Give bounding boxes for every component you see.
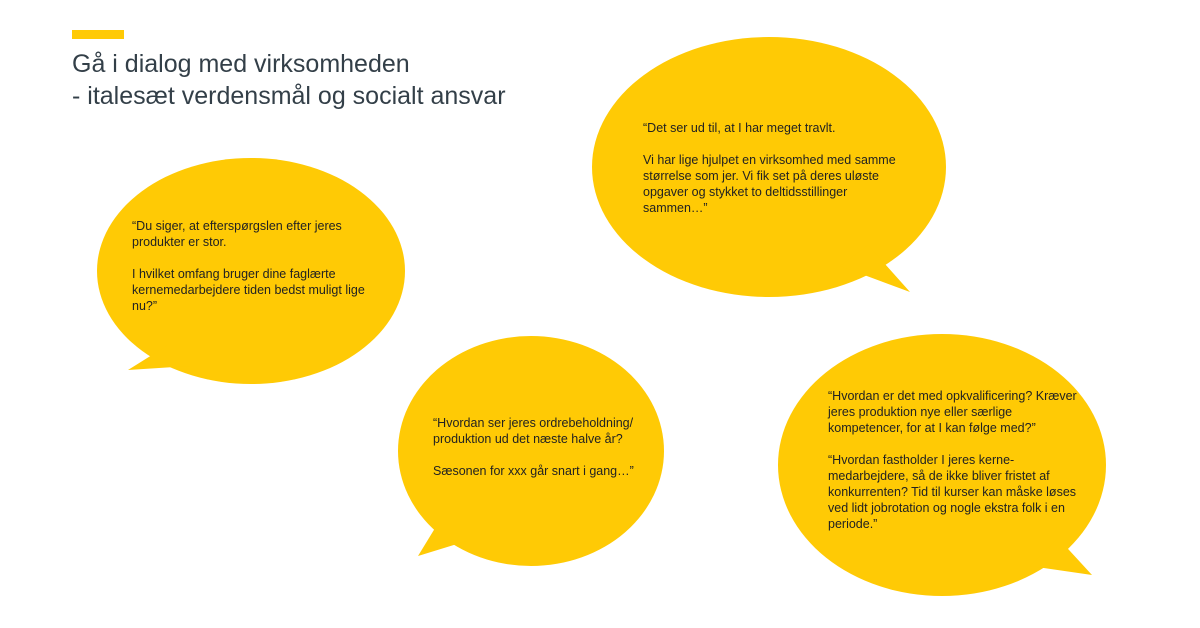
bubble-2-paragraph-2: Vi har lige hjulpet en virksomhed med samme størrelse som jer. Vi fik set på deres uløste opgaver og stykket to deltidsstillinger sammen…” [643,153,896,215]
title-line-2: - italesæt verdensmål og socialt ansvar [72,82,506,110]
bubble-3-paragraph-2: Sæsonen for xxx går snart i gang…” [433,464,634,478]
bubble-3-paragraph-1: “Hvordan ser jeres ordrebeholdning/ produktion ud det næste halve år? [433,416,634,446]
bubble-1-paragraph-1: “Du siger, at efterspørgslen efter jeres produkter er stor. [132,219,342,249]
bubble-1-text [132,218,370,314]
bubble-4-paragraph-1: “Hvordan er det med opkvalificering? Kræver jeres produktion nye eller særlige kompetencer, for at I kan følge med?” [828,389,1077,435]
bubble-4-paragraph-2: “Hvordan fastholder I jeres kerne-medarbejdere, så de ikke bliver fristet af konkurrenten? Tid til kurser kan måske løses ved lidt jobrotation og nogle ekstra folk i en periode.” [828,453,1077,531]
bubble-2-text [643,120,913,216]
bubble-3-text [433,415,659,479]
bubble-4-text [828,388,1083,532]
bubble-1-paragraph-2: I hvilket omfang bruger dine faglærte kernemedarbejdere tiden bedst muligt lige nu?” [132,267,365,313]
title-line-1: Gå i dialog med virksomheden [72,50,410,78]
bubble-2-paragraph-1: “Det ser ud til, at I har meget travlt. [643,121,836,135]
